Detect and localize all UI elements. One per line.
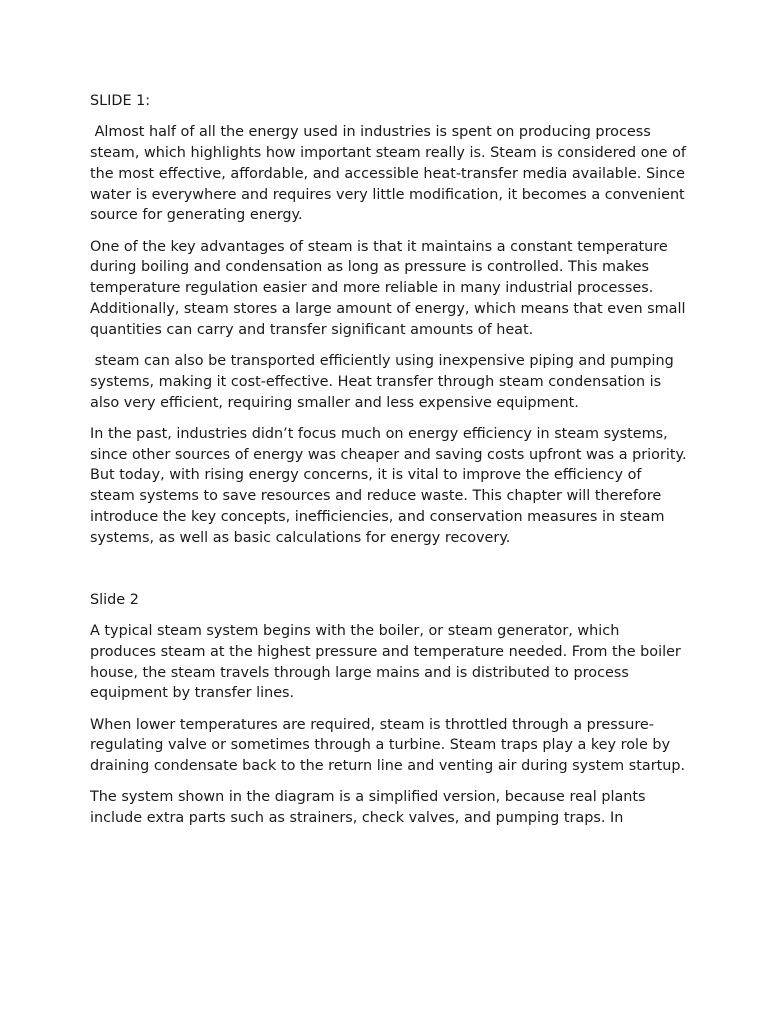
slide-1-heading: SLIDE 1: — [90, 93, 151, 109]
document-body — [90, 91, 692, 839]
slide-2-heading: Slide 2 — [90, 591, 139, 608]
section-spacer — [90, 559, 688, 590]
slide-1-paragraph-3: steam can also be transported efficiently using inexpensive piping and pumping systems, making it cost-effective. Heat transfer through steam condensation is also very efficient, requiring smaller and less expensive equipment. — [90, 352, 679, 411]
slide-2-paragraph-1: A typical steam system begins with the boiler, or steam generator, which produces steam at the highest pressure and temperature needed. From the boiler house, the steam travels through large mains and is distributed to process equipment by transfer lines. — [90, 623, 686, 702]
slide-1-paragraph-1: Almost half of all the energy used in industries is spent on producing process steam, which highlights how important steam really is. Steam is considered one of the most effective, affordable, and accessible heat-transfer media available. Since water is everywhere and requires very little modification, it becomes a convenient source for generating energy. — [90, 124, 691, 224]
slide-2-paragraph-3: The system shown in the diagram is a simplified version, because real plants include extra parts such as strainers, check valves, and pumping traps. In — [90, 789, 651, 827]
slide-1-paragraph-4: In the past, industries didn’t focus much on energy efficiency in steam systems, since other sources of energy was cheaper and saving costs upfront was a priority. But today, with rising energy concerns, it is vital to improve the efficiency of steam systems to save resources and reduce waste. This chapter will therefore introduce the key concepts, inefficiencies, and conservation measures in steam systems, as well as basic calculations for energy recovery. — [90, 425, 692, 546]
slide-1-paragraph-2: One of the key advantages of steam is that it maintains a constant temperature during boiling and condensation as long as pressure is controlled. This makes temperature regulation easier and more reliable in many industrial processes. Additionally, steam stores a large amount of energy, which means that even small quantities can carry and transfer significant amounts of heat. — [90, 238, 691, 338]
slide-2-paragraph-2: When lower temperatures are required, steam is throttled through a pressure-regulating valve or sometimes through a turbine. Steam traps play a key role by draining condensate back to the return line and venting air during system startup. — [90, 716, 686, 775]
